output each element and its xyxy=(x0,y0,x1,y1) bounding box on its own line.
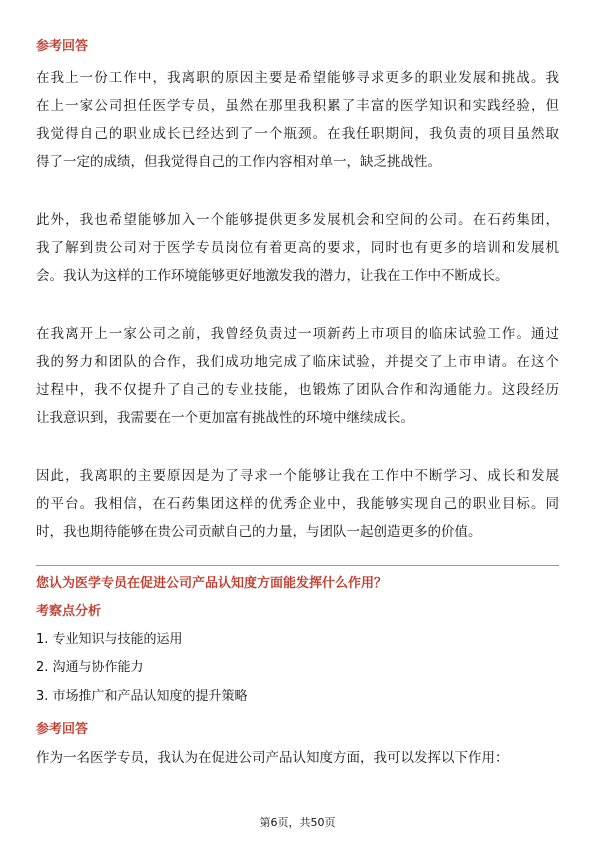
paragraph-line: 会。我认为这样的工作环境能够更好地激发我的潜力，让我在工作中不断成长。 xyxy=(36,268,509,284)
analysis-heading: 考察点分析 xyxy=(36,604,102,619)
paragraph-line: 在我上一份工作中，我离职的原因主要是希望能够寻求更多的职业发展和挑战。我 xyxy=(36,70,559,86)
paragraph-4 xyxy=(36,462,559,546)
paragraph-line: 得了一定的成绩，但我觉得自己的工作内容相对单一，缺乏挑战性。 xyxy=(36,154,441,170)
analysis-item: 2. 沟通与协作能力 xyxy=(36,660,144,675)
page-footer: 第6页，共50页 xyxy=(259,816,336,829)
paragraph-line: 让我意识到，我需要在一个更加富有挑战性的环境中继续成长。 xyxy=(36,410,414,426)
paragraph-line: 此外，我也希望能够加入一个能够提供更多发展机会和空间的公司。在石药集团， xyxy=(36,212,559,228)
question-title: 您认为医学专员在促进公司产品认知度方面能发挥什么作用？ xyxy=(36,576,388,591)
paragraph-line: 我觉得自己的职业成长已经达到了一个瓶颈。在我任职期间，我负责的项目虽然取 xyxy=(36,126,559,142)
paragraph-line: 我了解到贵公司对于医学专员岗位有着更高的要求，同时也有更多的培训和发展机 xyxy=(36,240,559,256)
paragraph-line: 在上一家公司担任医学专员，虽然在那里我积累了丰富的医学知识和实践经验，但 xyxy=(36,98,559,114)
answer-heading-1: 参考回答 xyxy=(36,39,89,54)
paragraph-2 xyxy=(36,206,559,290)
analysis-item: 3. 市场推广和产品认知度的提升策略 xyxy=(36,689,248,704)
analysis-item: 1. 专业知识与技能的运用 xyxy=(36,632,183,647)
paragraph-line: 的平台。我相信，在石药集团这样的优秀企业中，我能够实现自己的职业目标。同 xyxy=(36,496,559,512)
answer-intro: 作为一名医学专员，我认为在促进公司产品认知度方面，我可以发挥以下作用： xyxy=(36,750,509,766)
paragraph-line: 因此，我离职的主要原因是为了寻求一个能够让我在工作中不断学习、成长和发展 xyxy=(36,468,559,484)
paragraph-3 xyxy=(36,320,559,432)
section-divider xyxy=(36,565,559,566)
answer-heading-2: 参考回答 xyxy=(36,722,89,737)
paragraph-line: 在我离开上一家公司之前，我曾经负责过一项新药上市项目的临床试验工作。通过 xyxy=(36,326,559,342)
paragraph-1 xyxy=(36,64,559,176)
paragraph-line: 时，我也期待能够在贵公司贡献自己的力量，与团队一起创造更多的价值。 xyxy=(36,524,482,540)
paragraph-line: 我的努力和团队的合作，我们成功地完成了临床试验，并提交了上市申请。在这个 xyxy=(36,354,559,370)
paragraph-line: 过程中，我不仅提升了自己的专业技能，也锻炼了团队合作和沟通能力。这段经历 xyxy=(36,382,559,398)
